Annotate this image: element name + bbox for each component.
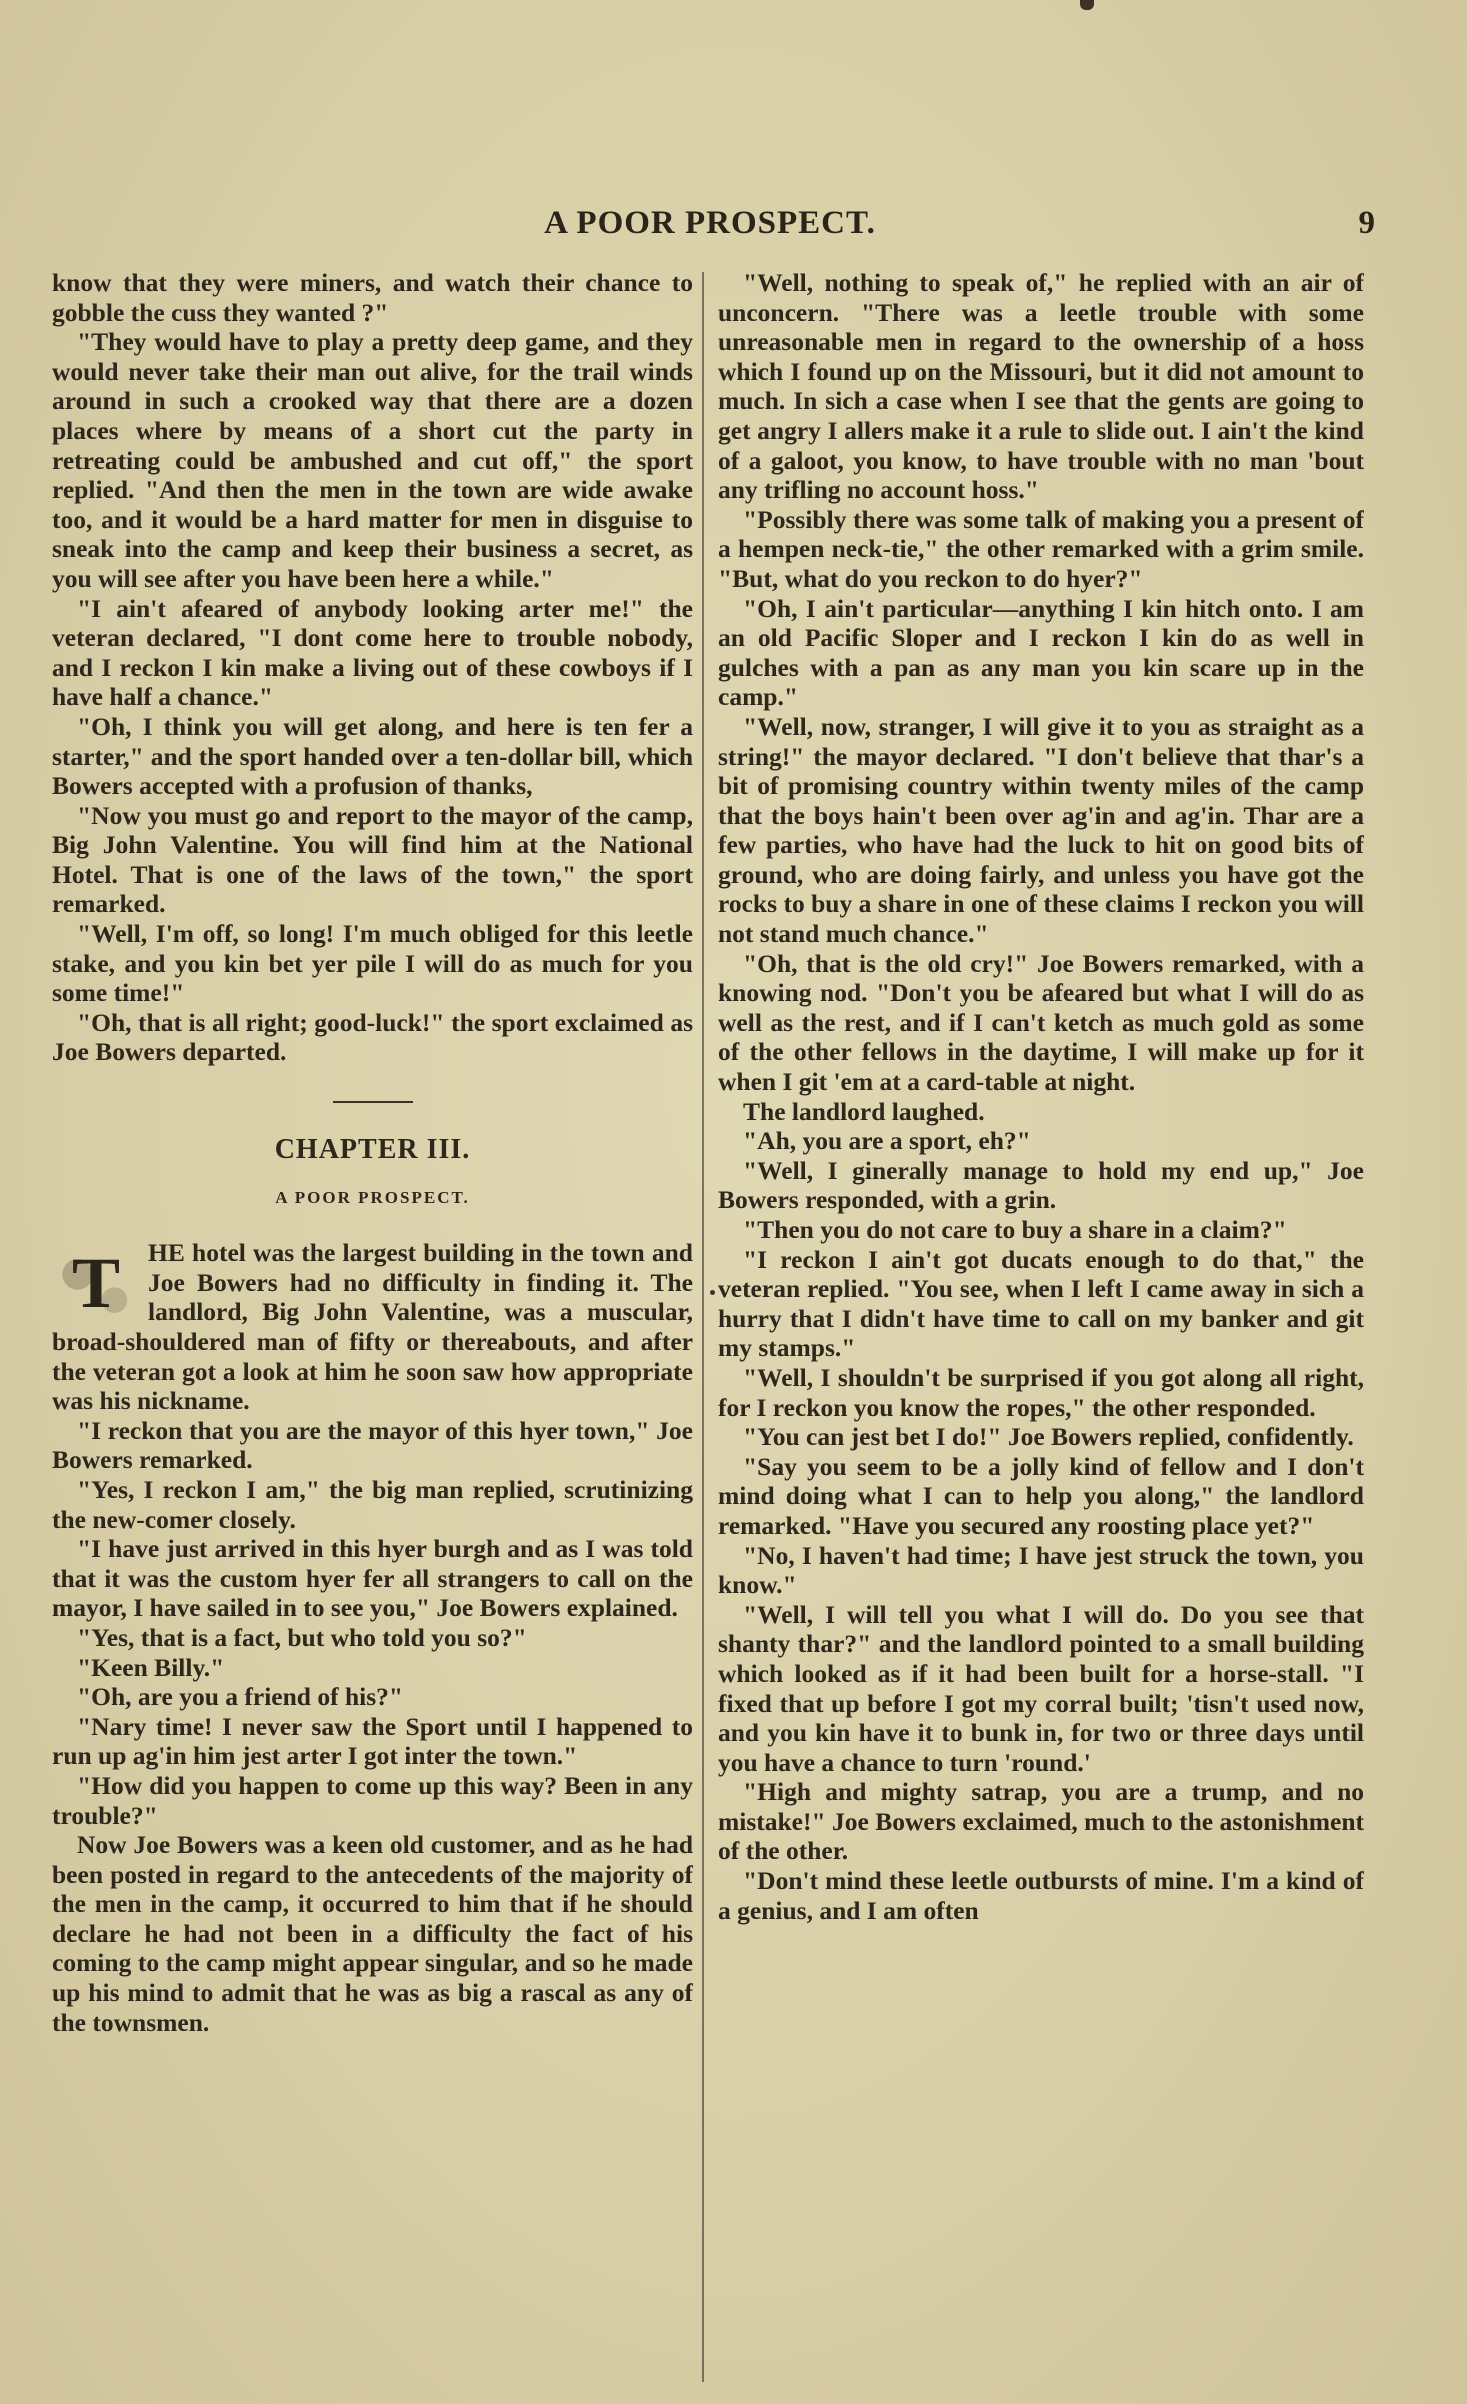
paragraph: "Well, I'm off, so long! I'm much obliged for this leetle stake, and you kin bet yer pile I will do as much for you some time!" <box>52 919 693 1008</box>
paragraph: know that they were miners, and watch their chance to gobble the cuss they wanted ?" <box>52 268 693 327</box>
paragraph: "Oh, I ain't particular—anything I kin hitch onto. I am an old Pacific Sloper and I reckon I kin do as well in gulches with a pan as any man you kin scare up in the camp." <box>718 593 1364 712</box>
paragraph: "Say you seem to be a jolly kind of fellow and I don't mind doing what I can to help you along," the landlord remarked. "Have you secured any roosting place yet?" <box>718 1451 1364 1540</box>
paragraph: "Well, now, stranger, I will give it to you as straight as a string!" the mayor declared. "I don't believe that thar's a bit of promising country within twenty miles of the camp that the boys hain't been over ag'in and ag'in. Thar are a few parties, who have had the luck to hit on good bits of ground, who are doing fairly, and unless you have got the rocks to buy a share in one of these claims I reckon you will not stand much chance." <box>718 711 1364 949</box>
paragraph: "Well, I ginerally manage to hold my end up," Joe Bowers responded, with a grin. <box>718 1155 1364 1215</box>
chapter-opening <box>52 1238 693 1416</box>
margin-mark <box>710 1290 715 1295</box>
paragraph: Now Joe Bowers was a keen old customer, and as he had been posted in regard to the antecedents of the majority of the men in the camp, it occurred to him that if he should declare he had not been in a difficulty the fact of his coming to the camp might appear singular, and so he made up his mind to admit that he was as big a rascal as any of the townsmen. <box>52 1830 693 2037</box>
paragraph: "Oh, that is all right; good-luck!" the sport exclaimed as Joe Bowers departed. <box>52 1007 693 1067</box>
paragraph: "Keen Billy." <box>77 1652 225 1682</box>
dropcap: T <box>52 1240 142 1326</box>
paragraph: "Don't mind these leetle outbursts of mine. I'm a kind of a genius, and I am often <box>718 1866 1364 1925</box>
chapter-subtitle: A POOR PROSPECT. <box>275 1187 470 1207</box>
chapter-title: CHAPTER III. <box>274 1134 471 1166</box>
column-divider <box>702 272 704 2382</box>
page-number: 9 <box>1358 205 1375 241</box>
paragraph: "Ah, you are a sport, eh?" <box>743 1126 1031 1156</box>
paragraph: "I reckon that you are the mayor of this hyer town," Joe Bowers remarked. <box>52 1415 693 1475</box>
paragraph: "I have just arrived in this hyer burgh and as I was told that it was the custom hyer fer all strangers to call on the mayor, I have sailed in to see you," Joe Bowers explained. <box>52 1534 693 1623</box>
top-ink-mark <box>1080 0 1094 10</box>
paragraph: "Then you do not care to buy a share in a claim?" <box>743 1215 1287 1244</box>
paragraph: "Well, nothing to speak of," he replied with an air of unconcern. "There was a leetle trouble with some unreasonable men in regard to the ownership of a hoss which I found up on the Missouri, but it did not amount to much. In sich a case when I see that the gents are going to get angry I allers make it a rule to slide out. I ain't the kind of a galoot, you know, to have trouble with no man 'bout any trifling no account hoss." <box>718 268 1364 505</box>
paragraph: "Oh, that is the old cry!" Joe Bowers remarked, with a knowing nod. "Don't you be afeared but what I will do as well as the rest, and if I can't ketch as much gold as some of the other fellows in the daytime, I will make up for it when I git 'em at a card-table at night. <box>718 948 1364 1097</box>
paragraph: "Well, I shouldn't be surprised if you got along all right, for I reckon you know the ropes," the other responded. <box>718 1362 1364 1422</box>
paragraph: "Now you must go and report to the mayor of the camp, Big John Valentine. You will find him at the National Hotel. That is one of the laws of the town," the sport remarked. <box>52 800 693 919</box>
paragraph: "You can jest bet I do!" Joe Bowers replied, confidently. <box>743 1422 1354 1452</box>
paragraph: "Yes, I reckon I am," the big man replied, scrutinizing the new-comer closely. <box>52 1474 693 1534</box>
paragraph: "Well, I will tell you what I will do. Do you see that shanty thar?" and the landlord pointed to a small building which looked as if it had been built for a horse-stall. "I fixed that up before I got my corral built; 'tisn't used now, and you kin have it to bunk in, for two or three days until you have a chance to turn 'round.' <box>718 1599 1364 1777</box>
paragraph: "They would have to play a pretty deep game, and they would never take their man out alive, for the trail winds around in such a crooked way that there are a dozen places where by means of a short cut the party in retreating could be ambushed and cut off," the sport replied. "And then the men in the town are wide awake too, and it would be a hard matter for men in disguise to sneak into the camp and keep their business a secret, as you will see after you have been here a while." <box>52 327 693 593</box>
paragraph: "Oh, I think you will get along, and here is ten fer a starter," and the sport handed over a ten-dollar bill, which Bowers accepted with a profusion of thanks, <box>52 711 693 801</box>
paragraph: "High and mighty satrap, you are a trump, and no mistake!" Joe Bowers exclaimed, much to the astonishment of the other. <box>718 1777 1364 1866</box>
paragraph: "Oh, are you a friend of his?" <box>77 1682 404 1712</box>
paragraph: "Nary time! I never saw the Sport until I happened to run up ag'in him jest arter I got inter the town." <box>52 1711 693 1771</box>
right-column <box>718 268 1364 2396</box>
paragraph: "Yes, that is a fact, but who told you so?" <box>77 1622 527 1652</box>
paragraph: The landlord laughed. <box>743 1096 985 1126</box>
paragraph: "I reckon I ain't got ducats enough to do that," the veteran replied. "You see, when I left I came away in sich a hurry that I didn't have time to call on my banker and git my stamps." <box>718 1244 1364 1363</box>
paragraph: "No, I haven't had time; I have jest struck the town, you know." <box>718 1540 1364 1600</box>
left-column <box>52 268 693 2396</box>
page-header <box>45 205 1375 245</box>
paragraph: "Possibly there was some talk of making you a present of a hempen neck-tie," the other remarked with a grim smile. "But, what do you reckon to do hyer?" <box>718 504 1364 593</box>
running-title: A POOR PROSPECT. <box>544 205 876 241</box>
paragraph: "I ain't afeared of anybody looking arter me!" the veteran declared, "I dont come here to trouble nobody, and I reckon I kin make a living out of these cowboys if I have half a chance." <box>52 593 693 712</box>
paragraph: HE hotel was the largest building in the town and Joe Bowers had no difficulty in finding it. The landlord, Big John Valentine, was a muscular, broad-shouldered man of fifty or thereabouts, and after the veteran got a look at him he soon saw how appropriate was his nickname. <box>52 1238 693 1416</box>
chapter-rule <box>333 1101 413 1103</box>
paragraph: "How did you happen to come up this way? Been in any trouble?" <box>52 1770 693 1830</box>
